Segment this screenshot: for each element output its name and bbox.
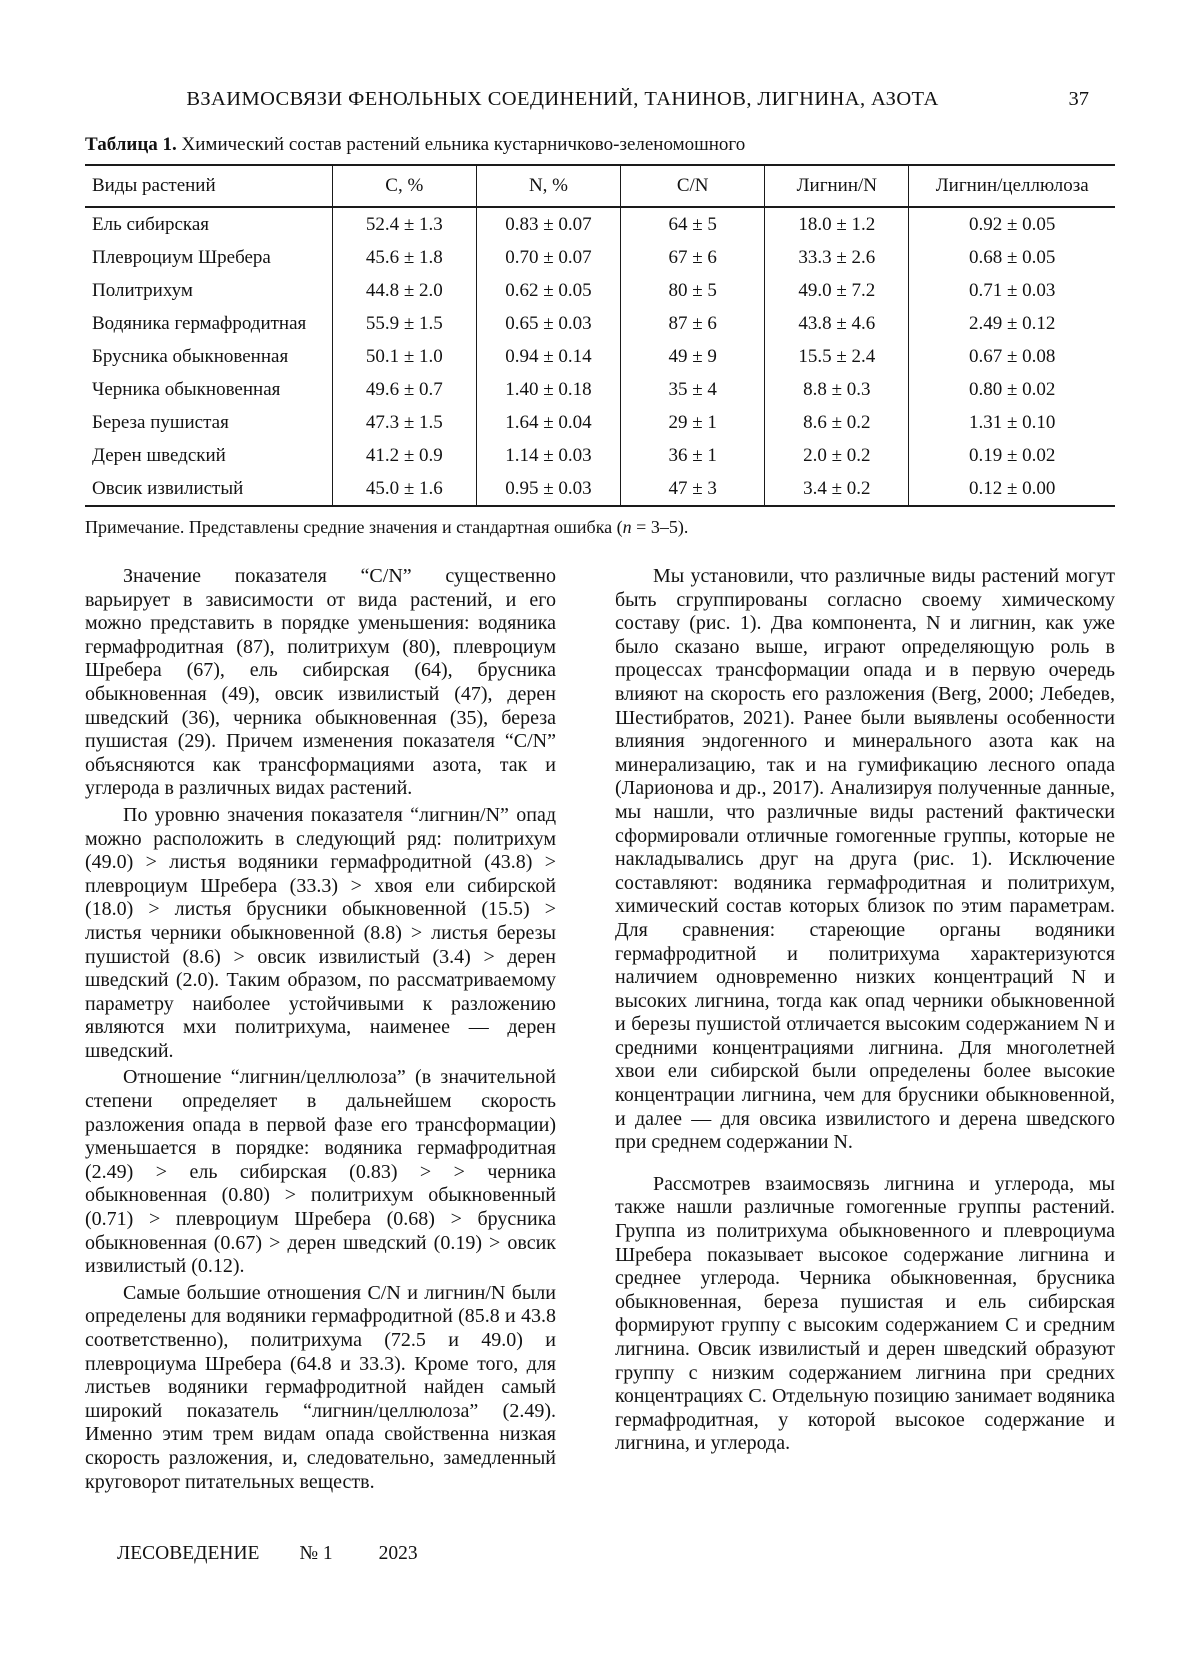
value-cell: 1.40 ± 0.18 (476, 373, 620, 406)
species-cell: Брусника обыкновенная (92, 345, 289, 367)
page-footer (117, 1543, 418, 1565)
value-cell: 45.0 ± 1.6 (332, 472, 476, 506)
value-cell: 0.83 ± 0.07 (476, 207, 620, 241)
value-cell: 47 ± 3 (621, 472, 765, 506)
value-cell: 0.62 ± 0.05 (476, 274, 620, 307)
value-cell: 49 ± 9 (621, 340, 765, 373)
value-cell: 3.4 ± 0.2 (765, 472, 909, 506)
value-cell: 47.3 ± 1.5 (332, 406, 476, 439)
value-cell: 49.0 ± 7.2 (765, 274, 909, 307)
paragraph: Рассмотрев взаимосвязь лигнина и углерода, мы также нашли различные гомогенные группы растений. Группа из политрихума обыкновенного и плевроциума Шребера показывает высокое содержание лигнина и среднее углерода. Черника обыкновенная, брусника обыкновенная, береза пушистая и ель сибирская формируют группу с высоким содержанием C и средним лигнина. Овсик извилистый и дерен шведский образуют группу с низким содержанием лигнина при средних концентрациях C. Отдельную позицию занимает водяника гермафродитная, у которой высокое содержание и лигнина, и углерода. (615, 1172, 1115, 1455)
left-column (85, 565, 556, 1494)
value-cell: 0.94 ± 0.14 (476, 340, 620, 373)
table-note (85, 516, 1115, 538)
value-cell: 64 ± 5 (621, 207, 765, 241)
species-cell: Овсик извилистый (92, 477, 244, 499)
paragraph: Значение показателя “C/N” существенно варьирует в зависимости от вида растений, и его можно представить в порядке уменьшения: водяника гермафродитная (87), политрихум (80), плевроциум Шребера (67), ель сибирская (64), брусника обыкновенная (49), овсик извилистый (47), дерен шведский (36), черника обыкновенная (35), береза пушистая (29). Причем изменения показателя “C/N” объясняются как трансформациями азота, так и углерода в различных видах растений. (85, 565, 556, 800)
species-cell: Политрихум (92, 279, 193, 301)
value-cell: 45.6 ± 1.8 (332, 241, 476, 274)
table-row (85, 340, 1115, 373)
value-cell: 0.71 ± 0.03 (909, 274, 1115, 307)
value-cell: 1.31 ± 0.10 (909, 406, 1115, 439)
running-head-title: ВЗАИМОСВЯЗИ ФЕНОЛЬНЫХ СОЕДИНЕНИЙ, ТАНИНОВ, ЛИГНИНА, АЗОТА (186, 88, 939, 110)
page (85, 0, 1115, 1494)
value-cell: 41.2 ± 0.9 (332, 439, 476, 472)
page-number: 37 (1068, 88, 1089, 110)
table-caption-text: Химический состав растений ельника кустарничково-зеленомошного (176, 134, 746, 155)
column-header: Виды растений (85, 165, 332, 207)
value-cell: 0.80 ± 0.02 (909, 373, 1115, 406)
species-cell: Дерен шведский (92, 444, 226, 466)
table-row (85, 472, 1115, 506)
value-cell: 36 ± 1 (621, 439, 765, 472)
value-cell: 0.92 ± 0.05 (909, 207, 1115, 241)
table-note-suffix: = 3–5). (631, 517, 689, 537)
value-cell: 1.64 ± 0.04 (476, 406, 620, 439)
paragraph: По уровню значения показателя “лигнин/N” опад можно расположить в следующий ряд: политрихум (49.0) > листья водяники гермафродитной (43.8) > плевроциум Шребера (33.3) > хвоя ели сибирской (18.0) > листья брусники обыкновенной (15.5) > листья черники обыкновенной (8.8) > листья березы пушистой (8.6) > овсик извилистый (3.4) > дерен шведский (2.0). Таким образом, по рассматриваемому параметру наиболее устойчивыми к разложению являются мхи политрихума, наименее — дерен шведский. (85, 803, 556, 1062)
footer-year: 2023 (378, 1543, 418, 1564)
right-column (615, 565, 1115, 1494)
paragraph: Отношение “лигнин/целлюлоза” (в значительной степени определяет в дальнейшем скорость разложения опада в первой фазе его трансформации) уменьшается в порядке: водяника гермафродитная (2.49) > ель сибирская (0.83) > > черника обыкновенная (0.80) > политрихум обыкновенный (0.71) > плевроциум Шребера (0.68) > брусника обыкновенная (0.67) > дерен шведский (0.19) > овсик извилистый (0.12). (85, 1066, 556, 1278)
value-cell: 0.67 ± 0.08 (909, 340, 1115, 373)
value-cell: 0.68 ± 0.05 (909, 241, 1115, 274)
value-cell: 0.95 ± 0.03 (476, 472, 620, 506)
value-cell: 8.6 ± 0.2 (765, 406, 909, 439)
species-cell: Береза пушистая (92, 411, 229, 433)
table-row (85, 406, 1115, 439)
value-cell: 35 ± 4 (621, 373, 765, 406)
chemical-composition-table (85, 164, 1115, 507)
running-head (85, 88, 1115, 116)
column-header: Лигнин/N (765, 165, 909, 207)
column-header: N, % (476, 165, 620, 207)
value-cell: 67 ± 6 (621, 241, 765, 274)
column-header: C, % (332, 165, 476, 207)
value-cell: 15.5 ± 2.4 (765, 340, 909, 373)
footer-issue: № 1 (299, 1543, 333, 1564)
value-cell: 33.3 ± 2.6 (765, 241, 909, 274)
body-columns (85, 565, 1115, 1494)
value-cell: 87 ± 6 (621, 307, 765, 340)
value-cell: 2.0 ± 0.2 (765, 439, 909, 472)
paragraph: Самые большие отношения C/N и лигнин/N были определены для водяники гермафродитной (85.8 и 43.8 соответственно), политрихума (72.5 и 49.0) и плевроциума Шребера (64.8 и 33.3). Кроме того, для листьев водяники гермафродитной найден самый широкий показатель “лигнин/целлюлоза” (2.49). Именно этим трем видам опада свойственна низкая скорость разложения, и, следовательно, замедленный круговорот питательных веществ. (85, 1281, 556, 1493)
footer-journal-name: ЛЕСОВЕДЕНИЕ (117, 1543, 260, 1564)
paragraph: Мы установили, что различные виды растений могут быть сгруппированы согласно своему химическому составу (рис. 1). Два компонента, N и лигнин, как уже было сказано выше, играют определяющую роль в процессах трансформации опада и в первую очередь влияют на скорость его разложения (Berg, 2000; Лебедев, Шестибратов, 2021). Ранее были выявлены особенности влияния эндогенного и минерального азота как на минерализацию, так и на гумификацию лесного опада (Ларионова и др., 2017). Анализируя полученные данные, мы нашли, что различные виды растений фактически сформировали отличные гомогенные группы, которые не накладывались друг на друга (рис. 1). Исключение составляют: водяника гермафродитная и политрихум, химический состав которых близок по этим параметрам. Для сравнения: стареющие органы водяники гермафродитной и политрихума характеризуются наличием одновременно низких концентраций N и высоких лигнина, тогда как опад черники обыкновенной и березы пушистой отличается высоким содержанием N и средними концентрациями лигнина. Для многолетней хвои ели сибирской были определены более высокие концентрации лигнина, чем для брусники обыкновенной, и далее — для овсика извилистого и дерена шведского при среднем содержании N. (615, 565, 1115, 1154)
value-cell: 0.19 ± 0.02 (909, 439, 1115, 472)
column-gap (556, 565, 615, 1494)
value-cell: 2.49 ± 0.12 (909, 307, 1115, 340)
table-header-row (85, 165, 1115, 207)
value-cell: 0.70 ± 0.07 (476, 241, 620, 274)
value-cell: 49.6 ± 0.7 (332, 373, 476, 406)
table-caption-label: Таблица 1. (85, 134, 177, 155)
species-cell: Плевроциум Шребера (92, 246, 271, 268)
table-row (85, 373, 1115, 406)
species-cell: Ель сибирская (92, 213, 209, 235)
table-caption (85, 133, 1115, 157)
table-body (85, 207, 1115, 506)
value-cell: 0.65 ± 0.03 (476, 307, 620, 340)
value-cell: 44.8 ± 2.0 (332, 274, 476, 307)
value-cell: 0.12 ± 0.00 (909, 472, 1115, 506)
value-cell: 1.14 ± 0.03 (476, 439, 620, 472)
value-cell: 18.0 ± 1.2 (765, 207, 909, 241)
species-cell: Черника обыкновенная (92, 378, 281, 400)
value-cell: 50.1 ± 1.0 (332, 340, 476, 373)
value-cell: 80 ± 5 (621, 274, 765, 307)
value-cell: 52.4 ± 1.3 (332, 207, 476, 241)
value-cell: 29 ± 1 (621, 406, 765, 439)
value-cell: 55.9 ± 1.5 (332, 307, 476, 340)
column-header: Лигнин/целлюлоза (909, 165, 1115, 207)
value-cell: 8.8 ± 0.3 (765, 373, 909, 406)
table-note-variable: n (622, 517, 632, 537)
table-row (85, 307, 1115, 340)
table-row (85, 241, 1115, 274)
species-cell: Водяника гермафродитная (92, 312, 307, 334)
table-row (85, 274, 1115, 307)
table-row (85, 439, 1115, 472)
column-header: C/N (621, 165, 765, 207)
table-note-prefix: Примечание. Представлены средние значения и стандартная ошибка ( (85, 517, 623, 537)
table-row (85, 207, 1115, 241)
value-cell: 43.8 ± 4.6 (765, 307, 909, 340)
